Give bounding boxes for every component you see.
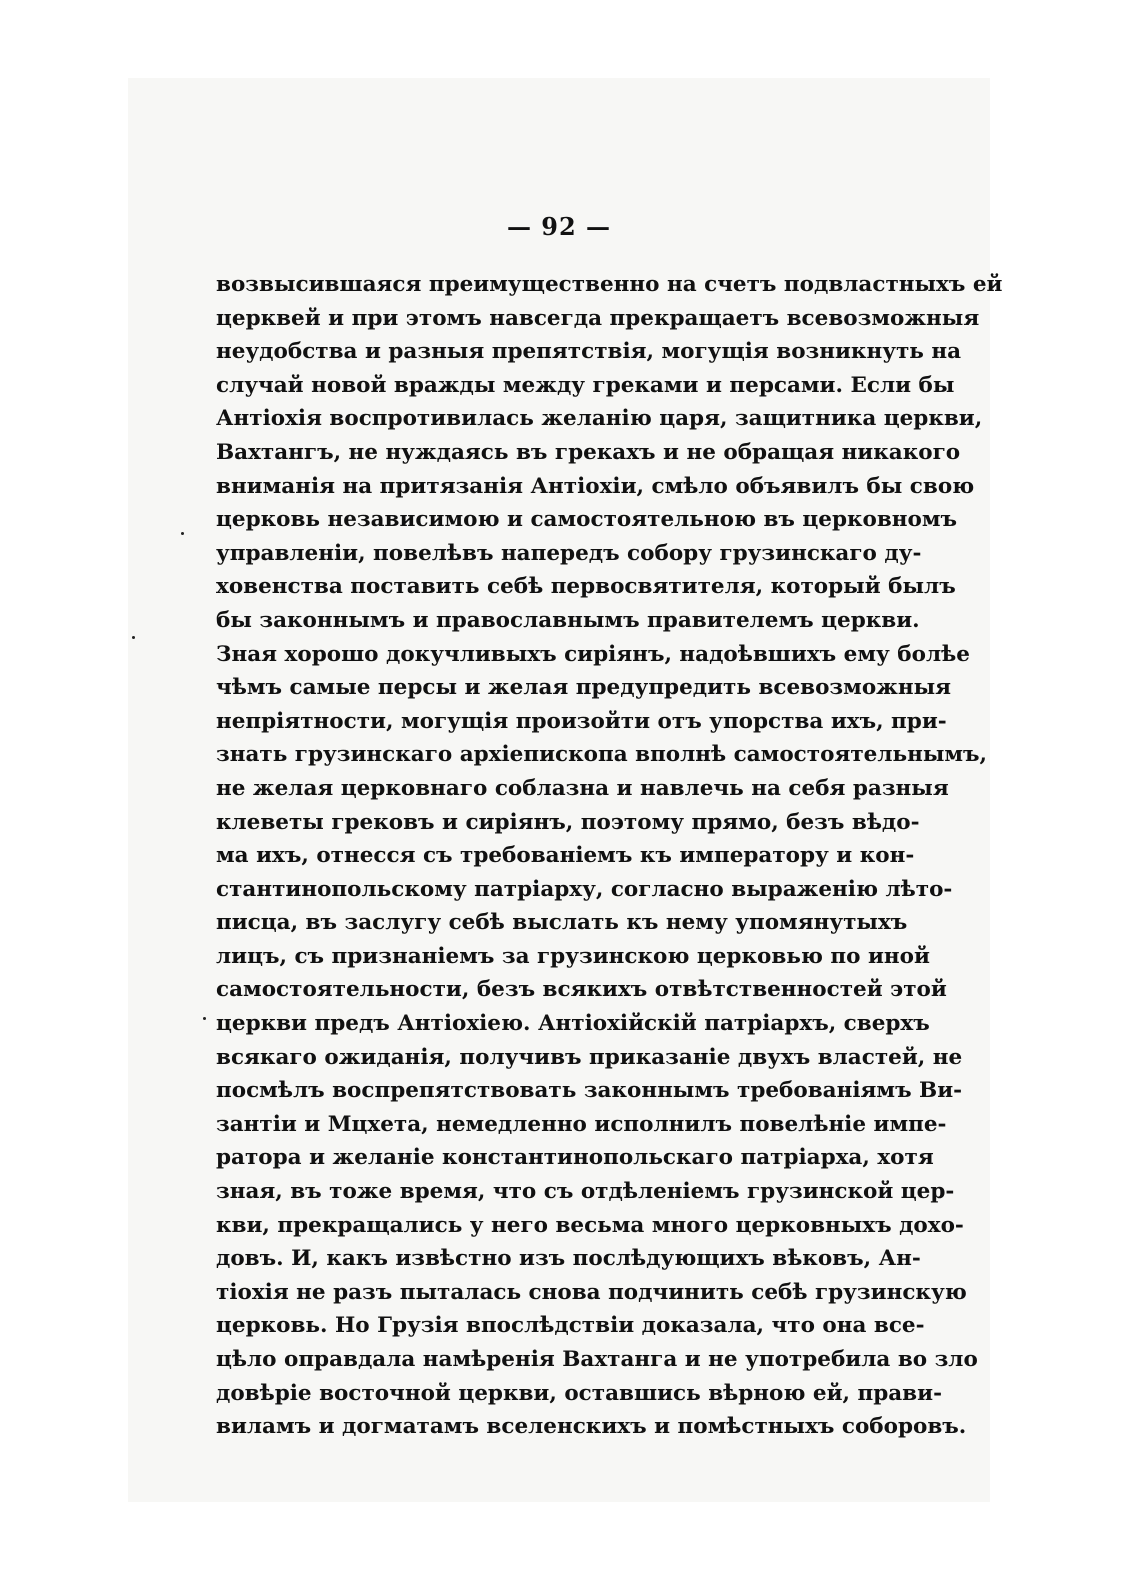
text-line: довъ. И, какъ извѣстно изъ послѣдующихъ вѣковъ, Ан-	[216, 1246, 921, 1272]
text-line: церкви предъ Антіохіею. Антіохійскій патріархъ, сверхъ	[216, 1011, 930, 1037]
text-line: не желая церковнаго соблазна и навлечь на себя разныя	[216, 775, 949, 801]
text-line: тіохія не разъ пыталась снова подчинить себѣ грузинскую	[216, 1279, 967, 1305]
text-line: церквей и при этомъ навсегда прекращаетъ всевозможныя	[216, 305, 980, 331]
scan-speck	[132, 636, 135, 639]
text-line: кви, прекращались у него весьма много церковныхъ дохо-	[216, 1212, 964, 1238]
text-line: церковь. Но Грузія впослѣдствіи доказала, что она все-	[216, 1313, 925, 1339]
page-number: — 92 —	[506, 212, 612, 241]
text-line: управленіи, повелѣвъ напередъ собору грузинскаго ду-	[216, 540, 922, 566]
text-line: ма ихъ, отнесся съ требованіемъ къ императору и кон-	[216, 843, 915, 869]
text-line: зная, въ тоже время, что съ отдѣленіемъ грузинской цер-	[216, 1179, 955, 1205]
text-line: бы законнымъ и православнымъ правителемъ церкви.	[216, 607, 920, 633]
text-line: знать грузинскаго архіепископа вполнѣ самостоятельнымъ,	[216, 742, 988, 768]
text-line: стантинопольскому патріарху, согласно выраженію лѣто-	[216, 876, 953, 902]
scan-speck	[203, 1017, 206, 1020]
text-line: посмѣлъ воспрепятствовать законнымъ требованіямъ Ви-	[216, 1078, 963, 1104]
text-line: цѣло оправдала намѣренія Вахтанга и не употребила во зло	[216, 1347, 978, 1372]
text-line: Зная хорошо докучливыхъ сиріянъ, надоѣвшихъ ему болѣе	[216, 641, 970, 667]
text-line: всякаго ожиданія, получивъ приказаніе двухъ властей, не	[216, 1044, 963, 1070]
text-line: Вахтангъ, не нуждаясь въ грекахъ и не обращая никакого	[216, 439, 961, 465]
text-line: виламъ и догматамъ вселенскихъ и помѣстныхъ соборовъ.	[216, 1414, 967, 1440]
text-line: возвысившаяся преимущественно на счетъ подвластныхъ ей	[216, 272, 1003, 297]
text-line: ратора и желаніе константинопольскаго патріарха, хотя	[216, 1145, 934, 1171]
text-line: довѣріе восточной церкви, оставшись вѣрною ей, прави-	[216, 1380, 942, 1406]
body-text	[216, 268, 1003, 1444]
text-line: случай новой вражды между греками и персами. Если бы	[216, 372, 955, 398]
text-line: зантіи и Мцхета, немедленно исполнилъ повелѣніе импе-	[216, 1111, 947, 1137]
text-line: церковь независимою и самостоятельною въ церковномъ	[216, 507, 958, 533]
text-line: вниманія на притязанія Антіохіи, смѣло объявилъ бы свою	[216, 473, 975, 499]
text-line: писца, въ заслугу себѣ выслать къ нему упомянутыхъ	[216, 910, 908, 936]
text-line: самостоятельности, безъ всякихъ отвѣтственностей этой	[216, 977, 947, 1003]
scan-speck	[181, 532, 184, 535]
text-line: ховенства поставить себѣ первосвятителя, который былъ	[216, 574, 956, 600]
text-line: Антіохія воспротивилась желанію царя, защитника церкви,	[216, 406, 983, 432]
text-line: лицъ, съ признаніемъ за грузинскою церковью по иной	[216, 943, 930, 969]
text-line: неудобства и разныя препятствія, могущія возникнуть на	[216, 339, 962, 365]
text-line: клеветы грековъ и сиріянъ, поэтому прямо, безъ вѣдо-	[216, 809, 920, 835]
text-line: чѣмъ самые персы и желая предупредить всевозможныя	[216, 675, 952, 701]
text-line: непріятности, могущія произойти отъ упорства ихъ, при-	[216, 708, 947, 734]
